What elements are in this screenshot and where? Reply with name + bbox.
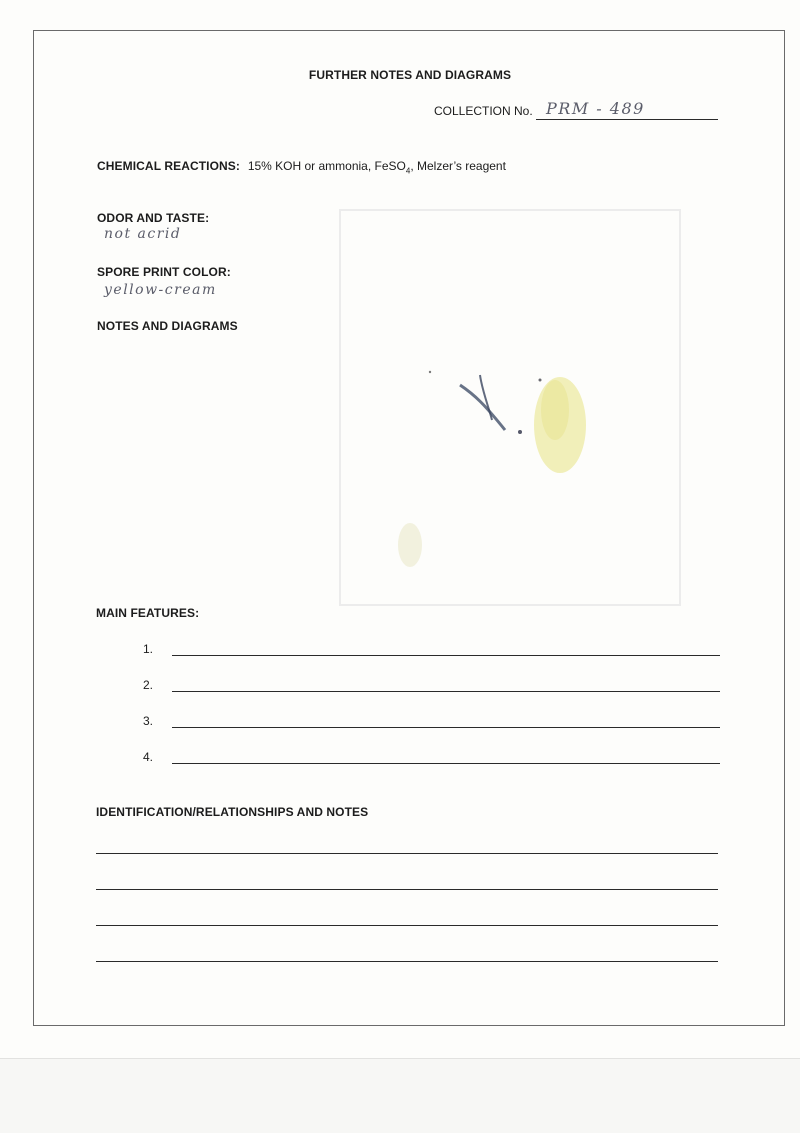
spore-print-stain [330,200,690,620]
feature-line-3 [172,727,720,728]
feature-line-1 [172,655,720,656]
chemical-reactions-text [244,159,506,176]
spore-print-label: SPORE PRINT COLOR: [97,265,231,279]
spore-print-value: yellow-cream [104,282,217,298]
notes-diagrams-label: NOTES AND DIAGRAMS [97,319,238,333]
main-features-label: MAIN FEATURES: [96,606,200,620]
identification-line-4 [96,961,718,962]
chemical-reactions-label: CHEMICAL REACTIONS: [97,159,241,173]
identification-line-2 [96,889,718,890]
collection-number-value: PRM - 489 [546,99,645,118]
chemical-text-post: , Melzer’s reagent [410,159,506,173]
identification-line-3 [96,925,718,926]
form-title: FURTHER NOTES AND DIAGRAMS [308,68,512,82]
odor-taste-label: ODOR AND TASTE: [97,211,210,225]
feature-line-2 [172,691,720,692]
identification-line-1 [96,853,718,854]
odor-taste-value: not acrid [104,226,182,242]
identification-label: IDENTIFICATION/RELATIONSHIPS AND NOTES [96,805,369,819]
feature-number-4: 4. [143,750,154,764]
chemical-text-pre: 15% KOH or ammonia, FeSO [247,159,406,173]
feature-number-1: 1. [143,642,154,656]
scan-bottom-margin [0,1058,800,1133]
feature-line-4 [172,763,720,764]
collection-label: COLLECTION No. [434,104,533,118]
feature-number-2: 2. [143,678,154,692]
chemical-reactions [97,157,506,175]
collection-underline [536,119,718,120]
feature-number-3: 3. [143,714,154,728]
chemical-subscript: 4 [405,166,411,176]
